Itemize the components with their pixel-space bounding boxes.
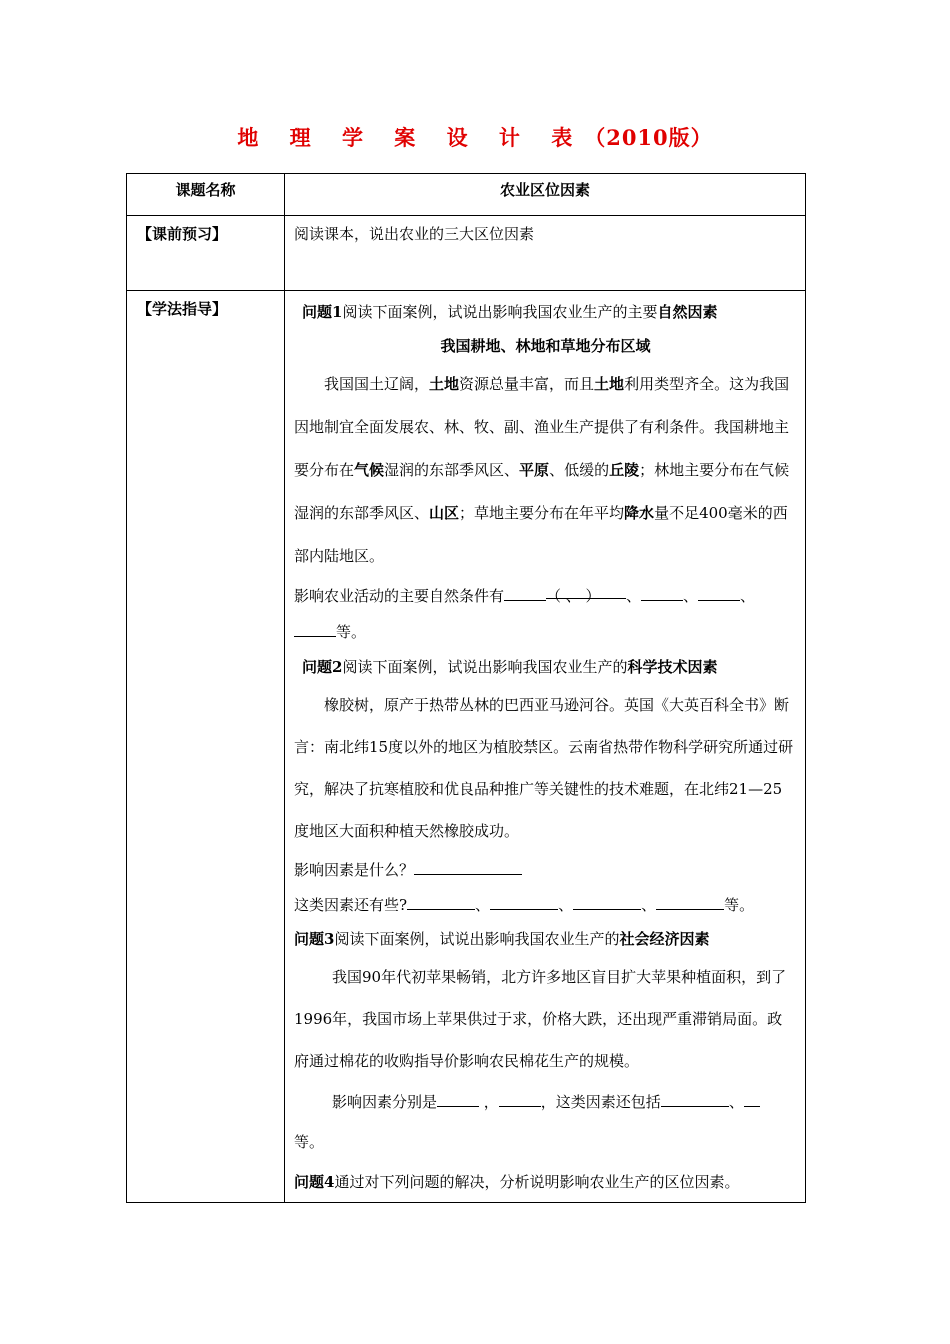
q1-fill-end: 等。: [336, 623, 367, 641]
title-main: 地 理 学 案 设 计 表: [237, 125, 585, 150]
q1-text: 阅读下面案例，试说出影响我国农业生产的主要: [342, 303, 658, 321]
q3-fill-c: ，这类因素还包括: [540, 1093, 661, 1111]
q3-label: 问题3: [294, 930, 335, 948]
q1-p1c: 资源总量丰富，而且: [459, 375, 595, 393]
q1-p1n: 降水: [624, 504, 655, 522]
q1-p1h: 平原: [519, 461, 550, 479]
q1-fill-b[interactable]: （ 、 ）: [546, 578, 626, 599]
q2-ask1: [294, 852, 797, 888]
blank[interactable]: [437, 1086, 479, 1107]
q4-label: 问题4: [294, 1173, 335, 1191]
q1-label: 问题1: [302, 303, 343, 321]
q1-p1f: 气候: [354, 461, 385, 479]
blank[interactable]: [661, 1086, 729, 1107]
blank[interactable]: [698, 580, 740, 601]
blank[interactable]: [504, 580, 546, 601]
q3-bold: 社会经济因素: [619, 930, 710, 948]
header-label: 课题名称: [127, 174, 285, 216]
q1-p1e: 利用类型齐全。这为我国因地制宜全面发展农、林、牧、副、渔业生产提供了有利条件。我国耕地主要分布在: [294, 375, 790, 479]
q4-heading: [294, 1162, 797, 1202]
blank[interactable]: [490, 889, 558, 910]
q1-fill-c: 、: [626, 587, 642, 605]
guide-row: [127, 291, 806, 1203]
q1-p1j: 丘陵: [609, 461, 640, 479]
page-title: [0, 122, 950, 152]
blank[interactable]: [499, 1086, 541, 1107]
blank[interactable]: [744, 1086, 760, 1107]
q2-sep: 、: [641, 896, 657, 914]
blank[interactable]: [656, 889, 724, 910]
header-topic: 农业区位因素: [285, 174, 806, 216]
q3-text: 阅读下面案例，试说出影响我国农业生产的: [334, 930, 620, 948]
guide-label: 【学法指导】: [127, 291, 285, 1203]
q1-p1i: 、低缓的: [549, 461, 610, 479]
q1-case-title: 我国耕地、林地和草地分布区域: [440, 337, 651, 355]
q1-bold: 自然因素: [657, 303, 718, 321]
q2-sep: 、: [558, 896, 574, 914]
q3-fill-a: 影响因素分别是: [332, 1093, 438, 1111]
q2-end: 等。: [724, 896, 755, 914]
q2-bold: 科学技术因素: [627, 658, 718, 676]
q1-paragraph: [294, 363, 797, 578]
q2-text: 阅读下面案例，试说出影响我国农业生产的: [342, 658, 628, 676]
q3-fill-b: ，: [479, 1093, 499, 1111]
preview-text: 阅读课本，说出农业的三大区位因素: [285, 216, 806, 291]
preview-row: [127, 216, 806, 291]
blank[interactable]: [414, 854, 522, 875]
q3-fill-d: 、: [728, 1093, 744, 1111]
q2-ask2-text: 这类因素还有些?: [294, 896, 408, 914]
q2-label: 问题2: [302, 658, 343, 676]
q2-sep: 、: [475, 896, 491, 914]
q3-heading: [294, 922, 797, 956]
q2-ask1-text: 影响因素是什么？: [294, 861, 415, 879]
q1-fill: [294, 578, 797, 650]
blank[interactable]: [407, 889, 475, 910]
header-row: [127, 174, 806, 216]
q4-text: 通过对下列问题的解决，分析说明影响农业生产的区位因素。: [334, 1173, 740, 1191]
q1-p1b: 土地: [429, 375, 460, 393]
q1-fill-a: 影响农业活动的主要自然条件有: [294, 587, 505, 605]
q2-ask2: [294, 888, 797, 922]
q1-p1d: 土地: [594, 375, 625, 393]
q1-p1g: 湿润的东部季风区、: [384, 461, 520, 479]
q1-p1l: 山区: [429, 504, 460, 522]
lesson-table: [126, 173, 806, 1203]
q3-fill-end: 等。: [294, 1133, 325, 1151]
q1-p1a: 我国国土辽阔，: [324, 375, 430, 393]
q3-fill: [294, 1082, 797, 1162]
blank[interactable]: [294, 616, 336, 637]
q2-heading: [294, 650, 797, 684]
q1-p1o: 量不足400毫米的西部内陆地区。: [294, 504, 788, 565]
q1-fill-c: 、: [683, 587, 699, 605]
blank[interactable]: [573, 889, 641, 910]
blank[interactable]: [641, 580, 683, 601]
q2-paragraph: 橡胶树，原产于热带丛林的巴西亚马逊河谷。英国《大英百科全书》断言：南北纬15度以外的地区为植胶禁区。云南省热带作物科学研究所通过研究，解决了抗寒植胶和优良品种推广等关键性的技术难题，在北纬21—25度地区大面积种植天然橡胶成功。: [294, 696, 794, 840]
q1-fill-c: 、: [740, 587, 756, 605]
q1-p1m: ；草地主要分布在年平均: [459, 504, 625, 522]
q1-heading: [294, 295, 797, 329]
guide-content: [285, 291, 806, 1203]
q3-paragraph: 我国90年代初苹果畅销，北方许多地区盲目扩大苹果种植面积，到了1996年，我国市场上苹果供过于求，价格大跌，还出现严重滞销局面。政府通过棉花的收购指导价影响农民棉花生产的规模。: [294, 968, 787, 1070]
title-edition: （2010版）: [584, 125, 713, 150]
q1-p1k: ；林地主要分布在气候湿润的东部季风区、: [294, 461, 790, 522]
preview-label: 【课前预习】: [127, 216, 285, 291]
